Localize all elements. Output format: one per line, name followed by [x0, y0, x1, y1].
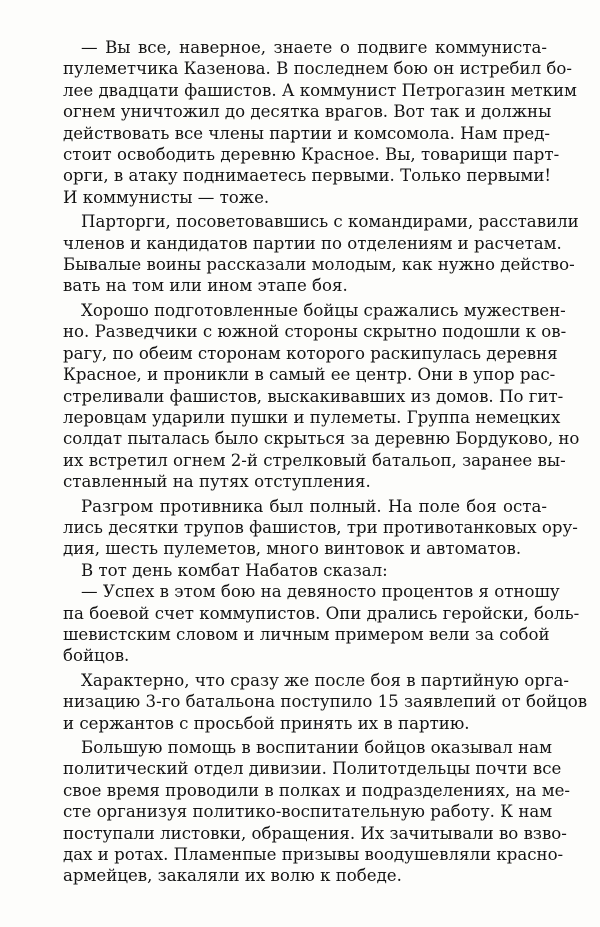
text-line: Красное, и проникли в самый ее центр. Они в упор рас-: [63, 365, 556, 385]
text-line: орги, в атаку поднимаетесь первыми. Только первыми!: [63, 166, 552, 186]
paragraph-8: [63, 737, 571, 887]
text-line: Характерно, что сразу же после боя в партийную орга-: [81, 670, 570, 690]
text-line: вать на том или ином этапе боя.: [63, 276, 348, 296]
text-line: огнем уничтожил до десятка врагов. Вот так и должны: [63, 102, 552, 122]
text-line: солдат пыталась было скрыться за деревню Бордуково, но: [63, 429, 580, 449]
text-line: лее двадцати фашистов. А коммунист Петрогазин метким: [63, 80, 577, 100]
text-line: Бывалые воины рассказали молодым, как нужно действо-: [63, 255, 575, 275]
text-line: и сержантов с просьбой принять их в партию.: [63, 713, 470, 733]
text-line: Разгром противника был полный. На поле боя оста-: [81, 496, 547, 516]
text-line: членов и кандидатов партии по отделениям и расчетам.: [63, 233, 562, 253]
paragraph-3: [63, 300, 580, 493]
text-line: Парторги, посоветовавшись с командирами, расставили: [81, 212, 579, 232]
page-body-text: [63, 37, 588, 887]
text-line: пулеметчика Казенова. В последнем бою он истребил бо-: [63, 59, 573, 79]
text-line: леровцам ударили пушки и пулеметы. Группа немецких: [63, 407, 561, 427]
text-line: лись десятки трупов фашистов, три противотанковых ору-: [63, 517, 578, 537]
text-line: па боевой счет коммупистов. Опи дрались геройски, боль-: [63, 603, 580, 623]
text-line: ставленный на путях отступления.: [63, 472, 371, 492]
paragraph-4: [63, 496, 578, 560]
text-line: рагу, по обеим сторонам которого раскипулась деревня: [63, 343, 558, 363]
text-line: — Успех в этом бою на девяносто процентов я отношу: [81, 582, 560, 602]
text-line: Хорошо подготовленные бойцы сражались мужествен-: [81, 300, 566, 320]
paragraph-2: [63, 211, 579, 297]
paragraph-7: [63, 670, 588, 734]
text-line: армейцев, закаляли их волю к победе.: [63, 866, 402, 886]
text-line: И коммунисты — тоже.: [63, 187, 270, 207]
text-line: дах и ротах. Пламенпые призывы воодушевляли красно-: [63, 845, 564, 865]
text-line: Большую помощь в воспитании бойцов оказывал нам: [81, 738, 552, 757]
paragraph-5: [63, 560, 547, 581]
text-line: их встретил огнем 2-й стрелковый батальоп, заранее вы-: [63, 450, 566, 470]
paragraph-6: [63, 581, 580, 667]
text-line: стоит освободить деревню Красное. Вы, товарищи парт-: [63, 145, 560, 165]
paragraph-1: [63, 37, 577, 208]
text-line: — Вы все, наверное, знаете о подвиге коммуниста-: [81, 38, 547, 57]
text-line: низацию 3-го батальона поступило 15 заявлепий от бойцов: [63, 692, 588, 712]
text-line: В тот день комбат Набатов сказал:: [81, 560, 388, 580]
text-line: поступали листовки, обращения. Их зачитывали во взво-: [63, 823, 567, 843]
text-line: стреливали фашистов, выскакивавших из домов. По гит-: [63, 386, 564, 406]
text-line: сте организуя политико-воспитательную работу. К нам: [63, 802, 553, 822]
text-line: шевистским словом и личным примером вели за собой: [63, 624, 550, 644]
text-line: но. Разведчики с южной стороны скрытно подошли к ов-: [63, 322, 567, 342]
text-line: дия, шесть пулеметов, много винтовок и автоматов.: [63, 539, 522, 559]
text-line: политический отдел дивизии. Политотдельцы почти все: [63, 759, 562, 779]
text-line: свое время проводили в полках и подразделениях, на ме-: [63, 780, 571, 800]
text-line: бойцов.: [63, 646, 130, 666]
text-line: действовать все члены партии и комсомола. Нам пред-: [63, 123, 551, 143]
